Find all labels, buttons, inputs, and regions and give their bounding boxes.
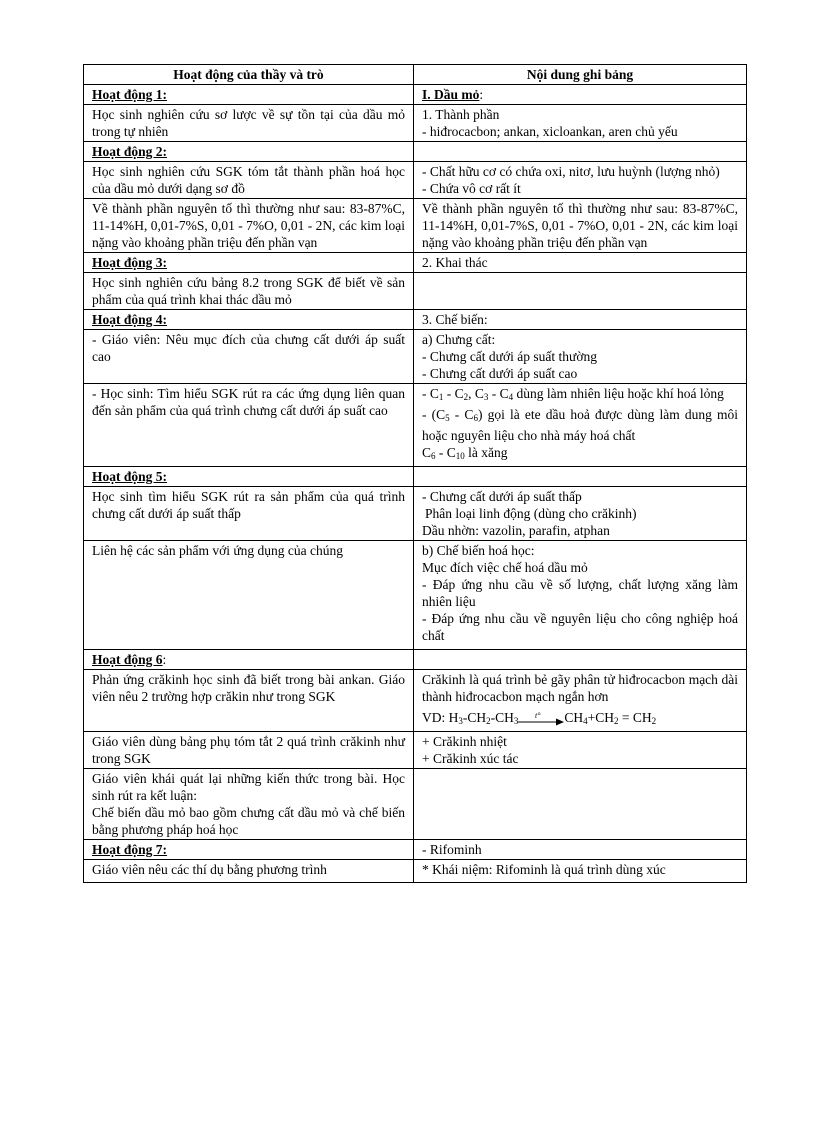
right-cell-text: Về thành phần nguyên tố thì thường như sau: 83-87%C, 11-14%H, 0,01-7%S, 0,01 - 7%O, 0,01 - 2N, các kim loại nặng vào khoảng phần triệu đến phần vạn	[414, 199, 747, 253]
right-cell-line: Mục đích việc chế hoá dầu mỏ	[422, 560, 588, 575]
subscript: 5	[445, 413, 450, 423]
right-cell-line	[422, 406, 738, 444]
right-cell-text: 3. Chế biến:	[414, 310, 747, 330]
formula-text: - C	[435, 445, 456, 460]
activity-heading: Hoạt động 7:	[92, 842, 168, 857]
empty-cell	[414, 142, 747, 162]
left-cell-text: Giáo viên nêu các thí dụ bằng phương trình	[84, 860, 414, 883]
arrow-condition-label: t°	[535, 710, 541, 720]
left-cell-line: Chế biến dầu mỏ bao gồm chưng cất dầu mỏ và chế biến bằng phương pháp hoá học	[92, 805, 405, 837]
right-cell-line: - Chứa vô cơ rất ít	[422, 181, 521, 196]
table-row	[84, 467, 747, 487]
subscript: 10	[455, 451, 465, 461]
left-cell-text: - Học sinh: Tìm hiểu SGK rút ra các ứng dụng liên quan đến sản phẩm của quá trình chưng cất dưới áp suất cao	[84, 384, 414, 467]
activity-heading: Hoạt động 6	[92, 652, 163, 667]
subscript: 3	[483, 392, 489, 402]
formula-text: - C	[422, 386, 439, 401]
empty-cell	[414, 467, 747, 487]
reaction-arrow-icon	[518, 711, 564, 727]
formula-text: dùng làm nhiên liệu hoặc khí hoá lỏng	[513, 386, 724, 401]
table-row	[84, 541, 747, 650]
left-cell-line: Giáo viên khái quát lại những kiến thức trong bài. Học sinh rút ra kết luận:	[92, 771, 405, 803]
formula-text: - C	[443, 386, 464, 401]
table-row	[84, 142, 747, 162]
formula-text: VD: H	[422, 710, 459, 725]
subscript: 2	[651, 716, 657, 726]
right-cell-text: * Khái niệm: Rifominh là quá trình dùng xúc	[414, 860, 747, 883]
table-row	[84, 85, 747, 105]
table-row	[84, 384, 747, 467]
right-cell-line	[422, 385, 738, 406]
formula-text: CH	[564, 710, 584, 725]
right-cell-line: Dầu nhờn: vazolin, parafin, atphan	[422, 523, 610, 538]
right-cell-line: - hiđrocacbon; ankan, xicloankan, aren chủ yếu	[422, 124, 678, 139]
activity-heading: Hoạt động 2:	[92, 144, 168, 159]
table-row	[84, 310, 747, 330]
table-row	[84, 860, 747, 883]
formula-text: +CH	[587, 710, 615, 725]
right-cell-line: - Đáp ứng nhu cầu về nguyên liệu cho công nghiệp hoá chất	[422, 611, 738, 643]
left-cell-text: Giáo viên dùng bảng phụ tóm tắt 2 quá trình crăkinh như trong SGK	[84, 732, 414, 769]
subscript: 3	[513, 716, 519, 726]
table-row	[84, 330, 747, 384]
header-board-content: Nội dung ghi bảng	[414, 65, 747, 85]
table-row	[84, 487, 747, 541]
right-cell-line: + Crăkinh xúc tác	[422, 751, 519, 766]
right-cell-line: b) Chế biến hoá học:	[422, 543, 535, 558]
subscript: 6	[431, 451, 436, 461]
right-cell-text: - Rifominh	[414, 840, 747, 860]
activity-heading: Hoạt động 4:	[92, 312, 168, 327]
left-cell-text: Phản ứng crăkinh học sinh đã biết trong bài ankan. Giáo viên nêu 2 trường hợp crăkin như trong SGK	[84, 670, 414, 732]
right-cell-line: - Chất hữu cơ có chứa oxi, nitơ, lưu huỳnh (lượng nhỏ)	[422, 164, 720, 179]
empty-cell	[414, 769, 747, 840]
left-cell-text: Học sinh tìm hiểu SGK rút ra sản phẩm của quá trình chưng cất dưới áp suất thấp	[84, 487, 414, 541]
table-row	[84, 670, 747, 732]
activity-heading-colon: :	[162, 652, 167, 667]
formula-text: C	[422, 445, 432, 460]
header-row	[84, 65, 747, 85]
right-cell-line: Phân loại linh động (dùng cho crăkinh)	[425, 506, 637, 521]
left-cell-text: Học sinh nghiên cứu sơ lược về sự tồn tại của dầu mỏ trong tự nhiên	[84, 105, 414, 142]
table-row	[84, 105, 747, 142]
formula-text: = CH	[618, 710, 652, 725]
right-cell-text: 2. Khai thác	[414, 253, 747, 273]
right-cell-line: Crăkinh là quá trình bẻ gãy phân tử hiđrocacbon mạch dài thành hiđrocacbon mạch ngắn hơn	[422, 672, 738, 704]
subscript: 6	[473, 413, 478, 423]
left-cell-text: Về thành phần nguyên tố thì thường như sau: 83-87%C, 11-14%H, 0,01-7%S, 0,01 - 7%O, 0,01 - 2N, các kim loại nặng vào khoảng phần triệu đến phần vạn	[84, 199, 414, 253]
lesson-table	[83, 64, 747, 883]
table-row	[84, 732, 747, 769]
right-cell-line: - Chưng cất dưới áp suất cao	[422, 366, 578, 381]
empty-cell	[414, 650, 747, 670]
right-cell-line: - Chưng cất dưới áp suất thường	[422, 349, 597, 364]
subscript: 1	[438, 392, 444, 402]
formula-text: là xăng	[464, 445, 508, 460]
section-heading-colon: :	[479, 87, 484, 102]
table-row	[84, 840, 747, 860]
header-teacher-student: Hoạt động của thầy và trò	[84, 65, 414, 85]
formula-text: ) gọi là ete dầu hoả được dùng làm dung môi hoặc nguyên liệu cho nhà máy hoá chất	[422, 407, 739, 443]
right-cell-line: 1. Thành phần	[422, 107, 500, 122]
right-cell-line: - Chưng cất dưới áp suất thấp	[422, 489, 582, 504]
subscript: 4	[508, 392, 514, 402]
activity-heading: Hoạt động 5:	[92, 469, 168, 484]
section-heading: I. Dầu mỏ	[422, 87, 480, 102]
table-row	[84, 253, 747, 273]
subscript: 4	[583, 716, 588, 726]
empty-cell	[414, 273, 747, 310]
right-cell-line: a) Chưng cất:	[422, 332, 496, 347]
subscript: 2	[486, 716, 491, 726]
right-cell-line: - Đáp ứng nhu cầu về số lượng, chất lượng xăng làm nhiên liệu	[422, 577, 738, 609]
formula-text: - C	[449, 407, 474, 422]
left-cell-text: - Giáo viên: Nêu mục đích của chưng cất dưới áp suất cao	[84, 330, 414, 384]
left-cell-text: Học sinh nghiên cứu SGK tóm tắt thành phần hoá học của dầu mỏ dưới dạng sơ đồ	[84, 162, 414, 199]
activity-heading: Hoạt động 3:	[92, 255, 168, 270]
subscript: 3	[458, 716, 463, 726]
formula-text: , C	[468, 386, 484, 401]
formula-text: - (C	[422, 407, 446, 422]
table-row	[84, 199, 747, 253]
table-row	[84, 769, 747, 840]
formula-text: - C	[488, 386, 509, 401]
subscript: 2	[614, 716, 619, 726]
cracking-equation	[422, 709, 738, 730]
table-row	[84, 162, 747, 199]
activity-heading: Hoạt động 1:	[92, 87, 168, 102]
right-cell-line: + Crăkinh nhiệt	[422, 734, 507, 749]
left-cell-text: Liên hệ các sản phẩm với ứng dụng của chúng	[84, 541, 414, 650]
spacer	[422, 644, 738, 648]
formula-text: -CH	[462, 710, 487, 725]
formula-text: -CH	[490, 710, 514, 725]
subscript: 2	[463, 392, 469, 402]
left-cell-text: Học sinh nghiên cứu bảng 8.2 trong SGK để biết về sản phẩm của quá trình khai thác dầu mỏ	[84, 273, 414, 310]
table-row	[84, 273, 747, 310]
right-cell-line	[422, 444, 738, 465]
table-row	[84, 650, 747, 670]
